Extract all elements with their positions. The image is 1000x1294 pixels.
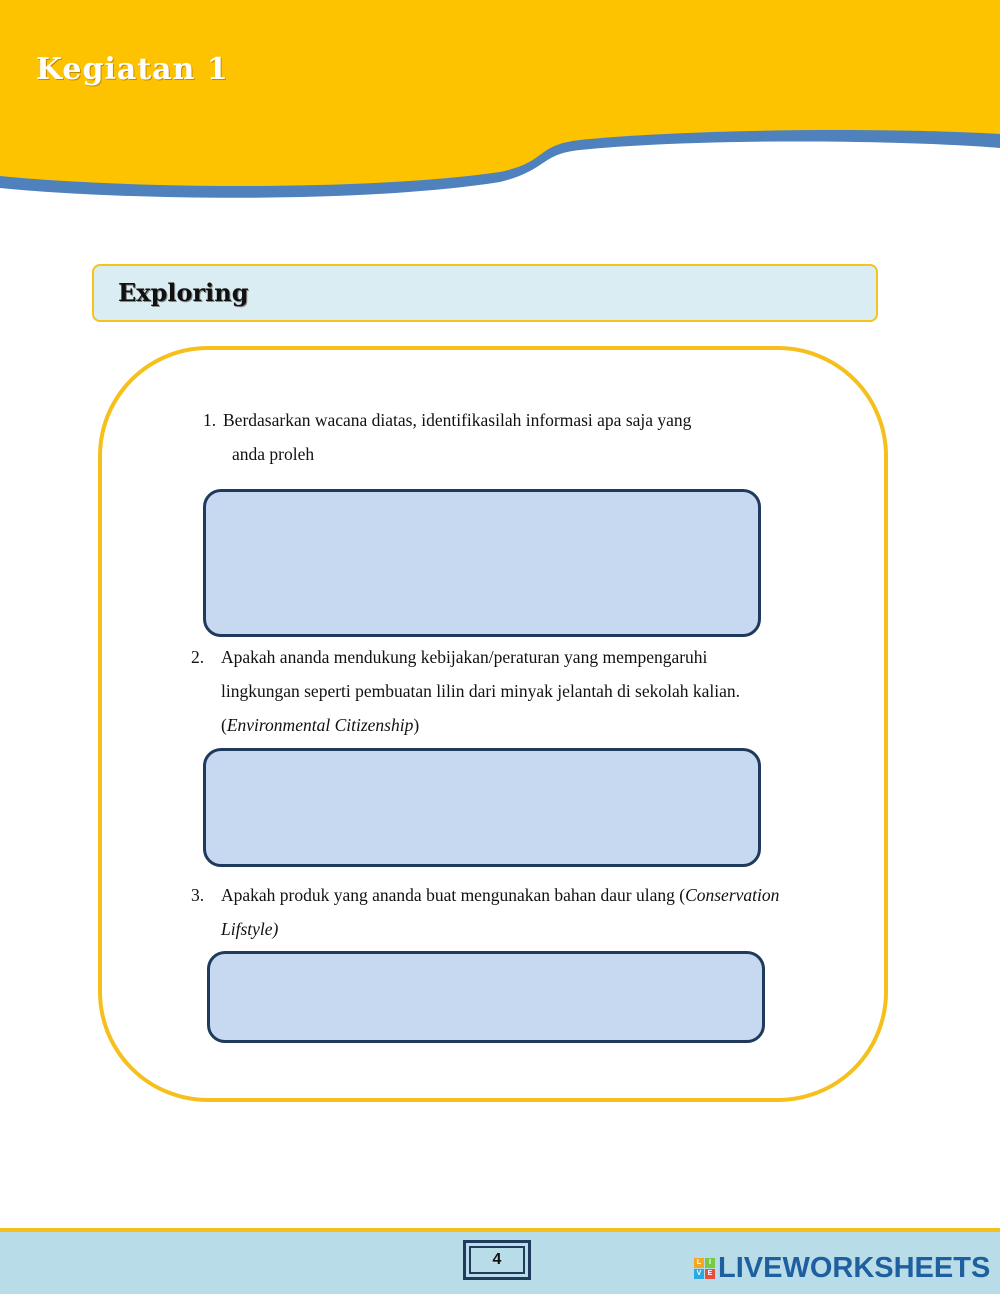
question-2-paren-open: ( <box>221 715 227 735</box>
question-1-line-2: anda proleh <box>232 444 315 464</box>
liveworksheets-logo <box>694 1252 990 1284</box>
answer-box-2[interactable] <box>203 748 761 867</box>
question-2-term: Environmental Citizenship <box>226 715 414 735</box>
answer-box-3[interactable] <box>207 951 765 1043</box>
question-3-term-cont: Lifstyle) <box>221 919 279 939</box>
question-1-line-1: Berdasarkan wacana diatas, identifikasilah informasi apa saja yang <box>223 410 692 430</box>
question-3-line-1 <box>221 878 779 912</box>
question-3-term: Conservation <box>685 885 780 905</box>
question-2-line-1: Apakah ananda mendukung kebijakan/peraturan yang mempengaruhi <box>221 647 708 667</box>
logo-letter-grid <box>694 1258 715 1279</box>
question-2-line-3 <box>221 708 419 742</box>
question-3-line-2 <box>221 912 278 946</box>
question-2-number: 2. <box>191 647 205 667</box>
section-heading-bar <box>92 264 878 322</box>
page-number-box <box>463 1240 531 1280</box>
section-title: Exploring <box>118 278 249 307</box>
question-2-line-2: lingkungan seperti pembuatan lilin dari minyak jelantah di sekolah kalian. <box>221 681 741 701</box>
logo-letter-v: V <box>694 1269 704 1279</box>
question-3-number: 3. <box>191 885 205 905</box>
logo-letter-i: I <box>705 1258 715 1268</box>
header-banner <box>0 0 1000 210</box>
logo-letter-l: L <box>694 1258 704 1268</box>
page-number: 4 <box>469 1246 525 1274</box>
question-3-text: Apakah produk yang ananda buat mengunakan bahan daur ulang ( <box>221 885 686 905</box>
logo-wordmark: LIVEWORKSHEETS <box>718 1251 991 1284</box>
question-2-paren-close: ) <box>413 715 420 735</box>
header-yellow-fill <box>0 0 1000 186</box>
page-title: Kegiatan 1 <box>36 52 229 87</box>
question-1-number: 1. <box>203 410 217 430</box>
logo-letter-e: E <box>705 1269 715 1279</box>
answer-box-1[interactable] <box>203 489 761 637</box>
